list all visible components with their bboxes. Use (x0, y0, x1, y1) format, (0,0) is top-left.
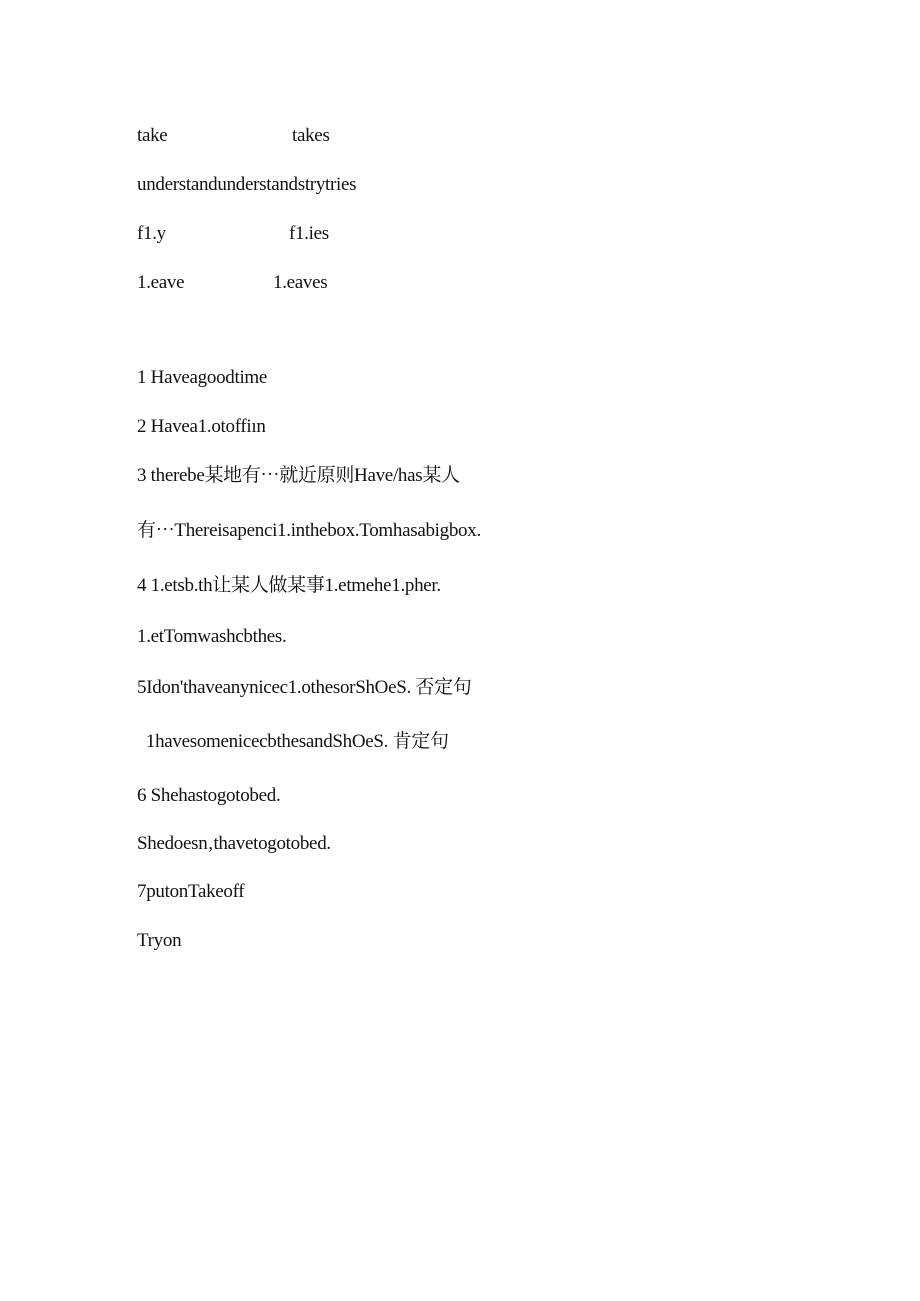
word-pair-fly-base: f1.y (137, 223, 166, 244)
note-6-has-to: 6 Shehastogotobed. (137, 785, 281, 806)
word-pair-understand-try: understandunderstandstrytries (137, 174, 357, 195)
note-7-try-on: Tryon (137, 930, 182, 951)
word-pair-leave-third-person: 1.eaves (273, 272, 328, 293)
note-5-negative-sentence: 5Idon'thaveanynicec1.othesorShOeS. 否定句 (137, 677, 472, 698)
note-1-have-a-good-time: 1 Haveagoodtime (137, 367, 268, 388)
word-pair-take-base: take (137, 125, 168, 146)
note-7-put-on-take-off: 7putonTakeoff (137, 881, 245, 902)
note-6-negative: Shedoesn‚thavetogotobed. (137, 833, 331, 854)
note-3-example: 有⋯Thereisapenci1.inthebox.Tomhasabigbox. (137, 520, 481, 541)
word-pair-take-third-person: takes (292, 125, 330, 146)
note-4-example: 1.etTomwashcbthes. (137, 626, 287, 647)
word-pair-fly-third-person: f1.ies (289, 223, 329, 244)
note-5-affirmative-sentence: 1havesomenicecbthesandShOeS. 肯定句 (137, 731, 449, 752)
note-2-have-a-lot-of-fun: 2 Havea1.otoffiın (137, 416, 266, 437)
note-4-let-sb-do-sth: 4 1.etsb.th让某人做某事1.etmehe1.pher. (137, 575, 441, 596)
word-pair-leave-base: 1.eave (137, 272, 185, 293)
note-3-there-be: 3 therebe某地有⋯就近原则Have/has某人 (137, 465, 460, 486)
